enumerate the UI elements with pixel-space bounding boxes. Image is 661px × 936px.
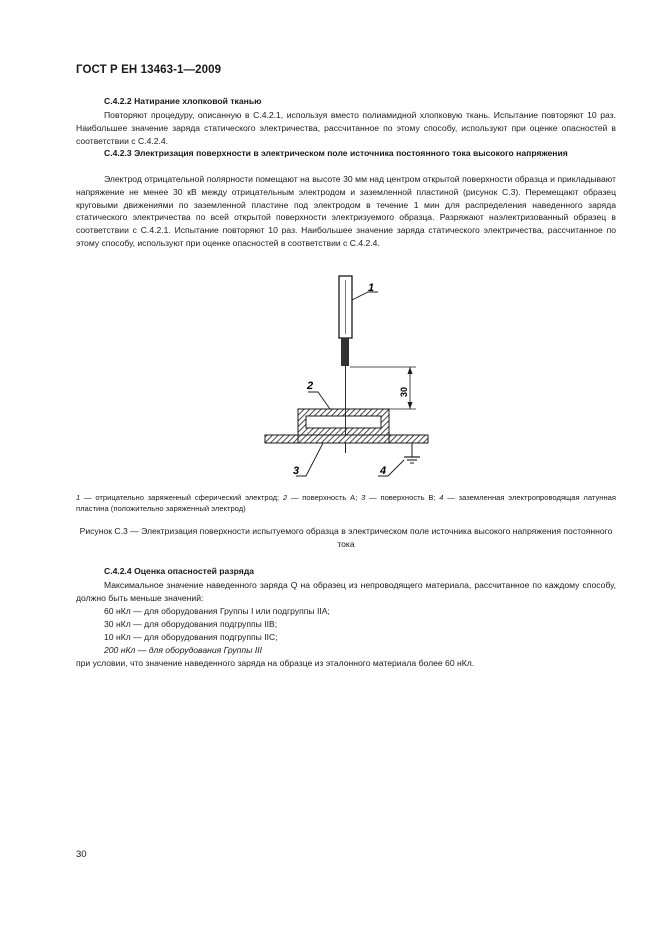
section-c424-tail: при условии, что значение наведенного заряда на образце из эталонного материала более 60 нКл.	[76, 658, 475, 668]
legend-text-4: — заземленная электропроводящая латунная пластина (положительно заряженный электрод)	[76, 493, 616, 513]
limit-item: 200 нКл — для оборудования Группы III	[104, 645, 263, 655]
figure-caption: Рисунок С.3 — Электризация поверхности испытуемого образца в электрическом поле источника высокого напряжения постоянного тока	[79, 526, 613, 549]
section-c423-heading	[76, 147, 616, 160]
dimension-label: 30	[399, 386, 409, 398]
limit-item: 10 нКл — для оборудования подгруппы IIC;	[104, 632, 278, 642]
document-header: ГОСТ Р ЕН 13463-1—2009	[76, 64, 222, 76]
section-c424-intro: Максимальное значение наведенного заряда Q на образец из непроводящего материала, рассчитанное по каждому способу, должно быть меньше значений:	[76, 580, 616, 603]
legend-num-2: 2	[282, 493, 288, 502]
figure-label-2: 2	[307, 380, 314, 392]
legend-num-1: 1	[76, 493, 81, 502]
section-c422-paragraph: Повторяют процедуру, описанную в С.4.2.1, используя вместо полиамидной хлопковую ткань. Испытание повторяют 10 раз. Наибольшее значение заряда статического электричества, рассчитанное по этому способу, используют при оценке опасностей в соответствии с С.4.2.4.	[76, 110, 616, 146]
legend-text-2: — поверхность А;	[287, 493, 362, 502]
limit-item: 60 нКл — для оборудования Группы I или подгруппы IIA;	[104, 606, 330, 616]
electrode-holder	[339, 276, 352, 366]
figure-label-3: 3	[293, 465, 300, 477]
figure-label-1: 1	[368, 282, 375, 294]
section-c422-heading: С.4.2.2 Натирание хлопковой тканью	[104, 96, 262, 106]
figure-c3-diagram	[255, 270, 435, 477]
legend-text-3: — поверхность В;	[365, 493, 440, 502]
sample-holder	[298, 409, 389, 453]
limit-item: 30 нКл — для оборудования подгруппы IIB;	[104, 619, 278, 629]
figure-legend	[76, 492, 616, 514]
page-number: 30	[76, 849, 87, 860]
ground-symbol-icon	[404, 443, 420, 463]
section-c423-heading-text: С.4.2.3 Электризация поверхности в электрическом поле источника постоянного тока высокого напряжения	[104, 148, 568, 158]
section-c424-heading: С.4.2.4 Оценка опасностей разряда	[104, 566, 255, 576]
figure-label-4: 4	[380, 465, 387, 477]
legend-num-4: 4	[439, 493, 444, 502]
legend-num-3: 3	[361, 493, 366, 502]
grounded-brass-plate	[265, 435, 428, 443]
section-c423-paragraph: Электрод отрицательной полярности помещают на высоте 30 мм над центром открытой поверхности образца и прикладывают напряжение не менее 30 кВ между отрицательным электродом и заземленной пластиной (рисунок С.3). Перемещают образец круговыми движениями по заземленной пластине под электродом в течение 1 мин для распределения наведенного заряда статического электричества по всей открытой поверхности электризуемого образца. Разряжают наэлектризованный образец в соответствии с С.4.2.1. Испытание повторяют 10 раз. Наибольшее значение заряда статического электричества, рассчитанное по этому способу, используют при оценке опасностей в соответствии с С.4.2.4.	[76, 174, 616, 248]
legend-text-1: — отрицательно заряженный сферический электрод;	[80, 493, 283, 502]
